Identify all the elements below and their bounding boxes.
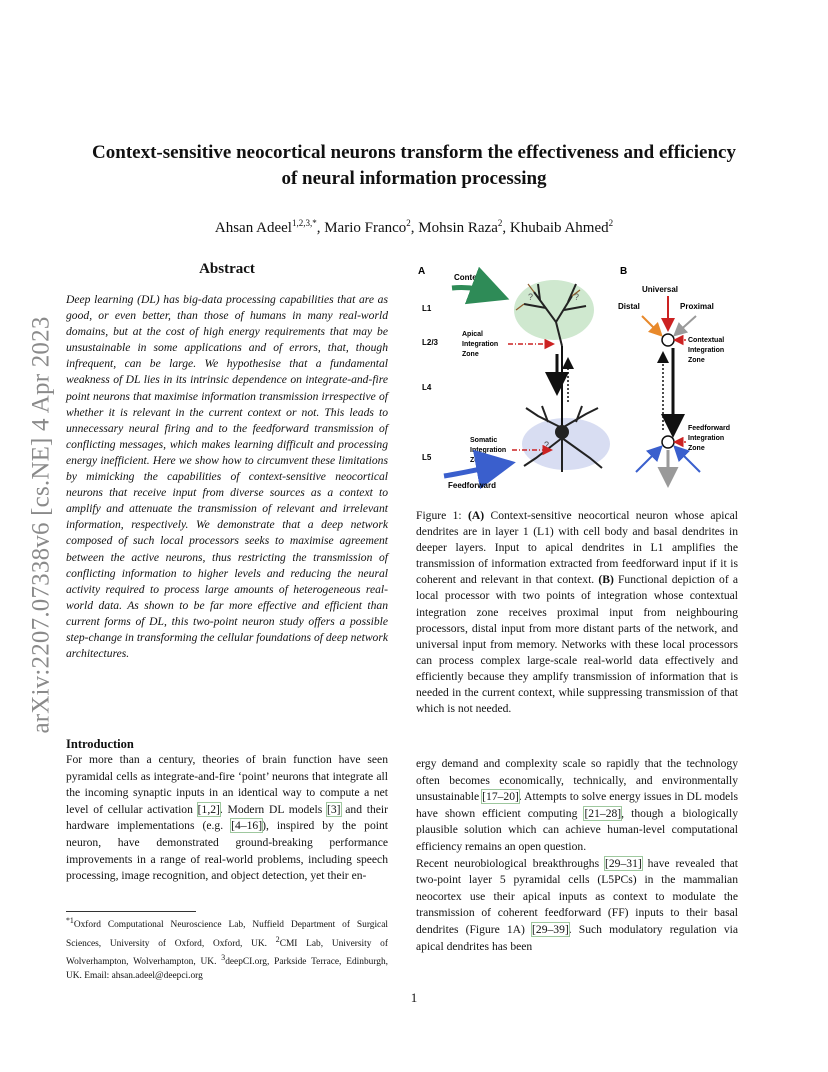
apical-label-1: Apical — [462, 331, 484, 338]
citation-link[interactable]: [4–16] — [231, 819, 263, 833]
somatic-label-3: Zone — [470, 457, 487, 464]
citation-link[interactable]: [3] — [326, 802, 341, 816]
panel-b-label: B — [620, 266, 628, 277]
question-mark-1: ? — [528, 292, 534, 302]
contextual-integration-node — [662, 334, 674, 346]
abstract-text: Deep learning (DL) has big-data processing capabilities that are as good, or even better, than those of humans in many real-world domains, but at the cost of high energy requirements that may be unsustainable in some applications and of errors, that, though infrequent, can be large. We hypothesise that a fundamental weakness of DL lies in its intrinsic dependence on integrate-and-fire point neurons that maximise information transmission irrespective of whether it is relevant in the current context or not. This leads to unnecessary neural firing and to the feedforward transmission of conflicting messages, which makes learning difficult and processing energy inefficient. Here we show how to circumvent these limitations by mimicking the capabilities of context-sensitive neocortical neurons that receive input from diverse sources as a context to amplify and attenuate the transmission of relevant and irrelevant information, respectively. We demonstrate that a deep network composed of such local processors seeks to maximise agreement between the active neurons, thus restricting the transmission of conflicting information to higher levels and reducing the neural activity required to process large amounts of heterogeneous real-world data. As shown to be far more effective and efficient than current forms of DL, this two-point neuron study offers a possible step-change in transforming the cellular foundations of deep network architectures. — [66, 293, 389, 661]
arxiv-identifier-stamp — [12, 290, 72, 760]
apical-label-3: Zone — [462, 351, 479, 358]
author-3: Mohsin Raza — [418, 220, 498, 236]
contextual-label-3: Zone — [688, 357, 705, 364]
page-number: 1 — [410, 990, 418, 1005]
layer-l5-label: L5 — [422, 453, 432, 462]
right-text-4: Recent neurobiological breakthroughs — [416, 856, 606, 870]
citation-link[interactable]: [1,2] — [197, 802, 220, 816]
right-text-1: ergy demand and complexity scale so rapidly that the technology often becomes economically, technically, and environmentally unsustainable — [416, 757, 738, 804]
intro-text-1: For more than a century, theories of brain function have seen pyramidal cells as integrate-and-fire ‘point’ neurons that integrate all the incoming synaptic inputs in an identical way to compute a net level of cellular activation — [66, 753, 388, 816]
context-label: Context — [454, 273, 484, 282]
figure-1 — [416, 262, 756, 498]
soma — [555, 425, 569, 439]
apical-zone-blob — [514, 280, 594, 340]
intro-text-3: and their hardware implementations (e.g. — [66, 802, 388, 833]
contextual-label-1: Contextual — [688, 337, 725, 344]
author-4: Khubaib Ahmed — [509, 220, 609, 236]
author-list: Ahsan Adeel$^{1,2,3,*}$, Mario Franco$^2$, Mohsin Raza$^2$, Khubaib Ahmed$^2$ — [214, 218, 614, 236]
caption-prefix: Figure 1: — [416, 509, 468, 522]
caption-b-text: Functional depiction of a local processor with two points of integration whose contextual integration zone receives proximal input from neighbouring processors, distal input from more distant parts of the network, and universal input from memory. Networks with these local processors can process complex large-scale real-world data effectively and efficiently because they amplify transmission of information that is needed in the current context, while suppressing transmission of that which is not needed. — [416, 573, 738, 716]
question-mark-2: ? — [574, 292, 580, 302]
author-1: Ahsan Adeel — [214, 220, 292, 236]
right-column-body — [416, 756, 738, 955]
ff-zone-label-3: Zone — [688, 445, 705, 452]
arxiv-identifier: arXiv:2207.07338v6 [cs.NE] 4 Apr 2023 — [28, 316, 56, 734]
author-4-affil: 2 — [608, 218, 614, 228]
right-text-6: . Such modulatory regulation via apical dendrites has been — [416, 922, 738, 953]
footnote-mark-3: 3 — [221, 953, 226, 963]
context-arrow — [452, 287, 500, 296]
feedforward-arrow — [444, 464, 506, 476]
ff-zone-label-1: Feedforward — [688, 425, 731, 432]
affiliation-footnote — [66, 914, 388, 984]
introduction-paragraph — [66, 752, 388, 885]
layer-l4-label: L4 — [422, 383, 432, 392]
right-paragraph-2 — [416, 856, 738, 956]
abstract-heading: Abstract — [199, 261, 255, 277]
author-2-affil: 2 — [406, 218, 411, 228]
footnote-text-2: CMI Lab, University of Wolverhampton, Wolverhampton, UK. — [66, 938, 388, 968]
footnote-mark-2: 2 — [275, 934, 280, 944]
proximal-label: Proximal — [680, 302, 714, 311]
layer-l1-label: L1 — [422, 304, 432, 313]
right-text-3: , though a biologically plausible solution which can achieve human-level computational efficiency remains an open question. — [416, 806, 738, 853]
right-paragraph-1 — [416, 756, 738, 856]
universal-label: Universal — [642, 285, 679, 294]
citation-link[interactable]: [29–39] — [532, 922, 569, 936]
apical-label-2: Integration — [462, 341, 499, 348]
citation-link[interactable]: [17–20] — [482, 790, 519, 804]
paper-title — [60, 140, 768, 192]
proximal-arrow — [676, 316, 696, 334]
figure-1-caption — [416, 508, 738, 717]
ff-input-left-arrow — [636, 448, 660, 472]
panel-a-label: A — [418, 266, 426, 277]
title-line-1: Context-sensitive neocortical neurons transform the effectiveness and efficiency — [92, 142, 736, 163]
introduction-heading: Introduction — [66, 737, 134, 751]
intro-text-4: ), inspired by the point neuron, have demonstrated ground-breaking performance improvements in a range of real-world problems, including speech processing, image recognition, and object detection, yet their en- — [66, 819, 389, 883]
layer-l23-label: L2/3 — [422, 338, 439, 347]
author-3-affil: 2 — [497, 218, 503, 228]
somatic-label-1: Somatic — [470, 437, 498, 444]
citation-link[interactable]: [29–31] — [605, 856, 642, 870]
feedforward-integration-node — [662, 436, 674, 448]
question-mark-3: ? — [544, 440, 550, 450]
intro-text-2: . Modern DL models — [219, 802, 327, 816]
footnote-text-1: Oxford Computational Neuroscience Lab, Nuffield Department of Surgical Sciences, University of Oxford, Oxford, UK. — [66, 920, 388, 949]
citation-link[interactable]: [21–28] — [584, 806, 622, 820]
distal-arrow — [642, 316, 660, 334]
author-1-affil: 1,2,3,* — [291, 218, 317, 228]
distal-label: Distal — [618, 302, 640, 311]
footnote-rule — [66, 911, 196, 912]
title-line-2: of neural information processing — [281, 168, 547, 189]
contextual-label-2: Integration — [688, 347, 725, 354]
caption-a-label: (A) — [468, 509, 485, 522]
author-2: Mario Franco — [324, 220, 407, 236]
caption-a-text: Context-sensitive neocortical neuron whose apical dendrites are in layer 1 (L1) with cell body and basal dendrites in deeper layers. Input to apical dendrites in L1 amplifies the transmission of information extracted from feedforward input if it is coherent and relevant in that context. — [416, 509, 738, 587]
somatic-label-2: Integration — [470, 447, 507, 454]
feedforward-label: Feedforward — [448, 481, 497, 490]
footnote-mark-1: *1 — [66, 916, 74, 925]
figure-1-diagram — [416, 262, 756, 498]
ff-zone-label-2: Integration — [688, 435, 725, 442]
footnote-text-3: deepCI.org, Parkside Terrace, Edinburgh, UK. Email: ahsan.adeel@deepci.org — [66, 957, 388, 982]
right-text-5: have revealed that two-point layer 5 pyramidal cells (L5PCs) in the mammalian neocortex use their apical inputs as context to modulate the transmission of coherent feedforward (FF) inputs to their basal dendrites (Figure 1A) — [416, 856, 738, 936]
right-text-2: . Attempts to solve energy issues in DL models have shown efficient computing — [416, 790, 738, 820]
caption-b-label: (B) — [598, 573, 614, 587]
